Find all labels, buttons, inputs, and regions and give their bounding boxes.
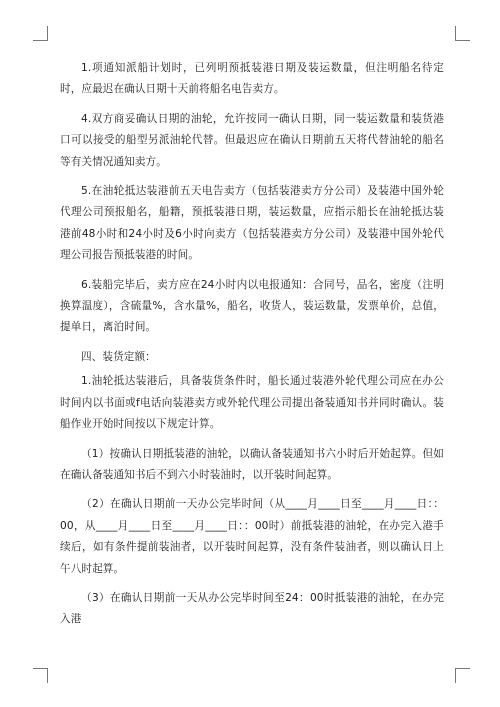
- section-heading: 四、装货定额：: [81, 350, 156, 363]
- paragraph-7: （2）在确认日期前一天办公完毕时间（从____月____日至____月____日：：00，从____月____日至____月____日：：00时）前抵装港的油轮，在办完入港手续后，如有条件提前装油者，以开装时间起算，没有条件装油者，则以确认日上午八时起算。: [60, 498, 444, 575]
- document-body: [60, 58, 444, 639]
- crop-mark-top-right: [455, 26, 470, 41]
- paragraph-6: （1）按确认日期抵装港的油轮，以确认备装通知书六小时后开始起算。但如在确认备装通知书后不到六小时装油时，以开装时间起算。: [60, 447, 444, 481]
- paragraph-8: （3）在确认日期前一天从办公完毕时间至24：00时抵装港的油轮，在办完入港: [60, 591, 444, 626]
- crop-mark-top-left: [33, 26, 48, 41]
- paragraph-3: 5.在油轮抵达装港前五天电告卖方（包括装港卖方分公司）及装港中国外轮代理公司预报船名，船籍，预抵装港日期，装运数量，应指示船长在油轮抵达装港前48小时和24小时及6小时向卖方（包括装港卖方分公司）及装港中国外轮代理公司报告预抵装港的时间。: [60, 185, 444, 262]
- paragraph-4: 6.装船完毕后，卖方应在24小时内以电报通知：合同号，品名，密度（注明换算温度），含硫量%，含水量%，船名，收货人，装运数量，发票单价，总值，提单日，离泊时间。: [60, 278, 444, 334]
- paragraph-1: 1.项通知派船计划时，已列明预抵装港日期及装运数量，但注明船名待定时，应最迟在确认日期十天前将船名电告卖方。: [60, 62, 444, 96]
- crop-mark-bottom-left: [33, 668, 48, 683]
- paragraph-2: 4.双方商妥确认日期的油轮，允许按同一确认日期，同一装运数量和装货港口可以接受的船型另派油轮代替。但最迟应在确认日期前五天将代替油轮的船名等有关情况通知卖方。: [60, 112, 444, 168]
- paragraph-5: 1.油轮抵达装港后，具备装货条件时，船长通过装港外轮代理公司应在办公时间内以书面或f电话向装港卖方或外轮代理公司提出备装通知书并同时确认。装船作业开始时间按以下规定计算。: [60, 375, 444, 431]
- crop-mark-bottom-right: [455, 668, 470, 683]
